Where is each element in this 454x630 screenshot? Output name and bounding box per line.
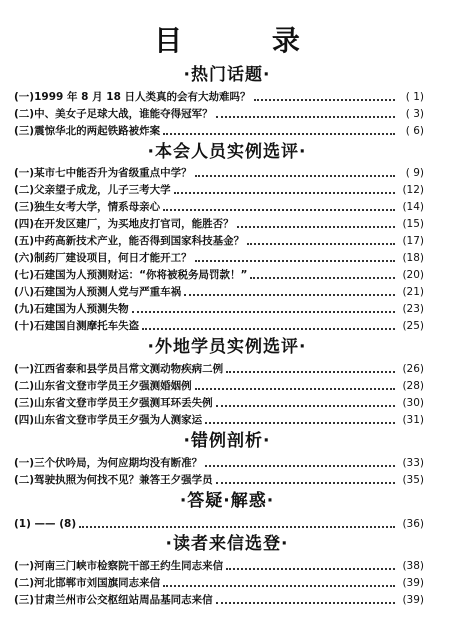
toc-entry[interactable] [14, 232, 424, 248]
toc-entry[interactable] [14, 471, 424, 487]
leader-dots [163, 209, 395, 211]
entry-number: (二) [14, 474, 35, 486]
entry-number: (六) [14, 252, 35, 264]
entry-number: (一) [14, 363, 35, 375]
entry-number: (二) [14, 184, 35, 196]
leader-dots [216, 116, 395, 118]
entry-number: (二) [14, 380, 35, 392]
toc-entry[interactable] [14, 454, 424, 470]
entry-page: (15) [402, 218, 424, 230]
section-heading-reader-letters: ·读者来信选登· [165, 534, 289, 554]
entry-page: (35) [402, 474, 424, 486]
leader-dots [142, 328, 395, 330]
leader-dots [163, 585, 395, 587]
leader-dots [163, 133, 395, 135]
entry-title: 石建国为人预测财运：“你将被税务局罚款！” [34, 269, 248, 281]
entry-number: (九) [14, 303, 35, 315]
entry-number: (四) [14, 414, 35, 426]
leader-dots [79, 526, 395, 528]
entry-number: (一) [14, 457, 35, 469]
entry-page: ( 6) [405, 125, 424, 137]
entry-title: 中药高新技术产业，能否得到国家科技基金？ [34, 235, 245, 247]
entry-page: (39) [402, 594, 424, 606]
entry-page: (12) [402, 184, 424, 196]
entry-number: (八) [14, 286, 35, 298]
toc-entry[interactable] [14, 105, 424, 121]
entry-title: 石建国为人预测失物 [34, 303, 129, 315]
toc-entry[interactable] [14, 198, 424, 214]
entry-page: (30) [402, 397, 424, 409]
entry-title: 石建国为人预测人党与严重车祸 [34, 286, 182, 298]
entry-title: 父亲望子成龙，儿子三考大学 [34, 184, 171, 196]
entry-number: (一) [14, 560, 35, 572]
page-title-text: 目 录 [154, 24, 340, 57]
entry-page: (33) [402, 457, 424, 469]
toc-entry[interactable] [14, 300, 424, 316]
entry-page: (21) [402, 286, 424, 298]
entry-page: ( 1) [405, 91, 424, 103]
entry-number: (一) [14, 91, 35, 103]
leader-dots [132, 311, 395, 313]
toc-entry[interactable] [14, 164, 424, 180]
toc-entry[interactable] [14, 215, 424, 231]
toc-entry[interactable] [14, 266, 424, 282]
leader-dots [195, 175, 395, 177]
entry-page: (20) [402, 269, 424, 281]
leader-dots [216, 405, 395, 407]
entry-title: 甘肃兰州市公交枢纽站周品基同志来信 [34, 594, 213, 606]
leader-dots [195, 388, 395, 390]
entry-title: 1999 年 8 月 18 日人类真的会有大劫难吗？ [34, 91, 251, 103]
leader-dots [216, 602, 395, 604]
toc-entry[interactable] [14, 249, 424, 265]
leader-dots [205, 422, 395, 424]
entry-title: 震惊华北的两起铁路被炸案 [34, 125, 161, 137]
entry-page: (31) [402, 414, 424, 426]
entry-number: (七) [14, 269, 35, 281]
leader-dots [226, 371, 395, 373]
toc-entry[interactable] [14, 283, 424, 299]
entry-page: ( 3) [405, 108, 424, 120]
entry-title: 河北邯郸市刘国旗同志来信 [34, 577, 161, 589]
entry-title: 制药厂建设项目，何日才能开工？ [34, 252, 192, 264]
leader-dots [195, 260, 395, 262]
entry-number: (十) [14, 320, 35, 332]
leader-dots [237, 226, 395, 228]
entry-number: (三) [14, 201, 35, 213]
entry-number: (三) [14, 125, 35, 137]
toc-entry[interactable] [14, 88, 424, 104]
entry-title: 在开发区建厂，为买地皮打官司，能胜否？ [34, 218, 234, 230]
entry-number: (五) [14, 235, 35, 247]
leader-dots [205, 465, 395, 467]
leader-dots [184, 294, 395, 296]
entry-page: (14) [402, 201, 424, 213]
entry-title: 中、美女子足球大战，谁能夺得冠军？ [34, 108, 213, 120]
entry-number: (三) [14, 397, 35, 409]
section-heading-error-analysis: ·错例剖析· [183, 431, 271, 451]
entry-title: 江西省泰和县学员吕常文测动物疾病二例 [34, 363, 224, 375]
toc-entry[interactable] [14, 377, 424, 393]
entry-title: 某市七中能否升为省级重点中学？ [34, 167, 192, 179]
entry-page: (23) [402, 303, 424, 315]
toc-entry[interactable] [14, 394, 424, 410]
entry-page: (25) [402, 320, 424, 332]
entry-title: 驾驶执照为何找不见？兼答王夕强学员 [34, 474, 213, 486]
entry-number: (三) [14, 594, 35, 606]
leader-dots [250, 277, 395, 279]
toc-entry[interactable] [14, 181, 424, 197]
toc-entry[interactable] [14, 591, 424, 607]
section-heading-external-cases: ·外地学员实例选评· [147, 337, 307, 357]
leader-dots [216, 482, 395, 484]
leader-dots [254, 99, 395, 101]
toc-entry[interactable] [14, 557, 424, 573]
entry-title: 河南三门峡市检察院干部王约生同志来信 [34, 560, 224, 572]
entry-title: 山东省文登市学员王夕强为人测家运 [34, 414, 203, 426]
toc-entry[interactable] [14, 515, 424, 531]
entry-page: ( 9) [405, 167, 424, 179]
section-heading-qa: ·答疑·解惑· [179, 491, 275, 511]
entry-page: (18) [402, 252, 424, 264]
toc-entry[interactable] [14, 411, 424, 427]
leader-dots [174, 192, 395, 194]
section-heading-hot-topics: ·热门话题· [183, 65, 271, 85]
entry-page: (39) [402, 577, 424, 589]
toc-entry[interactable] [14, 122, 424, 138]
entry-title: 三个伏吟局，为何应期均没有断准？ [34, 457, 203, 469]
leader-dots [247, 243, 395, 245]
entry-title: 独生女考大学，情系母亲心 [34, 201, 161, 213]
entry-title: 石建国自测摩托车失盗 [34, 320, 140, 332]
entry-number: (二) [14, 577, 35, 589]
toc-entry[interactable] [14, 360, 424, 376]
entry-title: 山东省文登市学员王夕强测耳环丢失例 [34, 397, 213, 409]
entry-page: (38) [402, 560, 424, 572]
entry-page: (36) [402, 518, 424, 530]
entry-page: (28) [402, 380, 424, 392]
leader-dots [226, 568, 395, 570]
entry-number: (二) [14, 108, 35, 120]
entry-page: (17) [402, 235, 424, 247]
page-title [0, 24, 454, 58]
entry-page: (26) [402, 363, 424, 375]
toc-entry[interactable] [14, 317, 424, 333]
entry-number: (一) [14, 167, 35, 179]
toc-entry[interactable] [14, 574, 424, 590]
entry-number: (四) [14, 218, 35, 230]
entry-number: (1) —— (8) [14, 518, 77, 530]
entry-title: 山东省文登市学员王夕强测婚姻例 [34, 380, 192, 392]
section-heading-member-cases: ·本会人员实例选评· [147, 142, 307, 162]
